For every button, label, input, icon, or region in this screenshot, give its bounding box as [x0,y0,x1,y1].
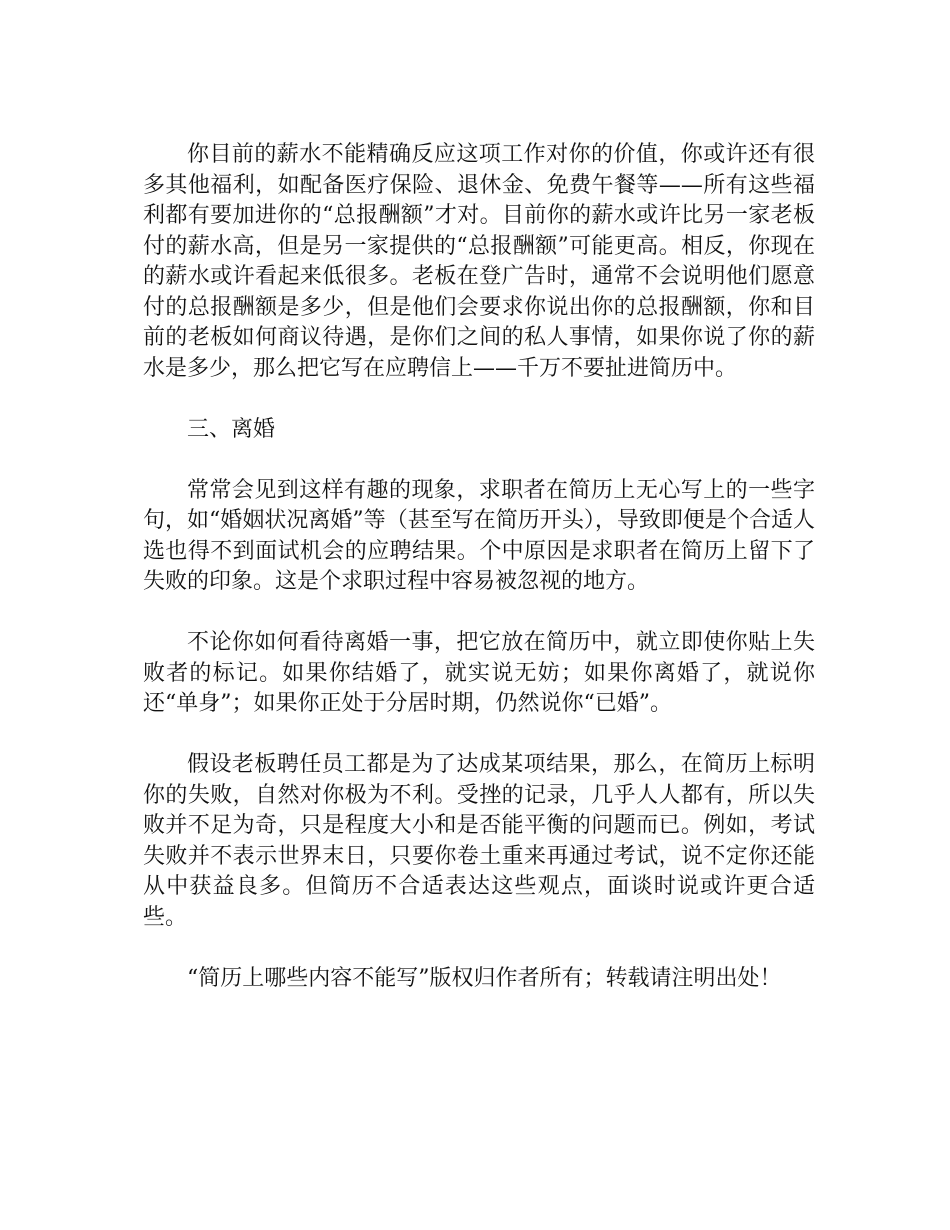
document-page [143,140,815,1025]
paragraph-failure: 假设老板聘任员工都是为了达成某项结果，那么，在简历上标明你的失败，自然对你极为不利。受挫的记录，几乎人人都有，所以失败并不足为奇，只是程度大小和是否能平衡的问题而已。例如，考试失败并不表示世界末日，只要你卷土重来再通过考试，说不定你还能从中获益良多。但简历不合适表达这些观点，面谈时说或许更合适些。 [143,752,815,930]
paragraph-divorce-intro: 常常会见到这样有趣的现象，求职者在简历上无心写上的一些字句，如“婚姻状况离婚”等（甚至写在简历开头），导致即便是个合适人选也得不到面试机会的应聘结果。个中原因是求职者在简历上留下了失败的印象。这是个求职过程中容易被忽视的地方。 [143,477,815,594]
paragraph-copyright: “简历上哪些内容不能写”版权归作者所有；转载请注明出处！ [187,965,782,991]
paragraph-divorce-advice: 不论你如何看待离婚一事，把它放在简历中，就立即使你贴上失败者的标记。如果你结婚了，就实说无妨；如果你离婚了，就说你还“单身”；如果你正处于分居时期，仍然说你“已婚”。 [143,630,815,716]
section-heading-divorce: 三、离婚 [187,416,276,442]
paragraph-salary: 你目前的薪水不能精确反应这项工作对你的价值，你或许还有很多其他福利，如配备医疗保险、退休金、免费午餐等——所有这些福利都有要加进你的“总报酬额”才对。目前你的薪水或许比另一家老板付的薪水高，但是另一家提供的“总报酬额”可能更高。相反，你现在的薪水或许看起来低很多。老板在登广告时，通常不会说明他们愿意付的总报酬额是多少，但是他们会要求你说出你的总报酬额，你和目前的老板如何商议待遇，是你们之间的私人事情，如果你说了你的薪水是多少，那么把它写在应聘信上——千万不要扯进简历中。 [143,142,815,381]
